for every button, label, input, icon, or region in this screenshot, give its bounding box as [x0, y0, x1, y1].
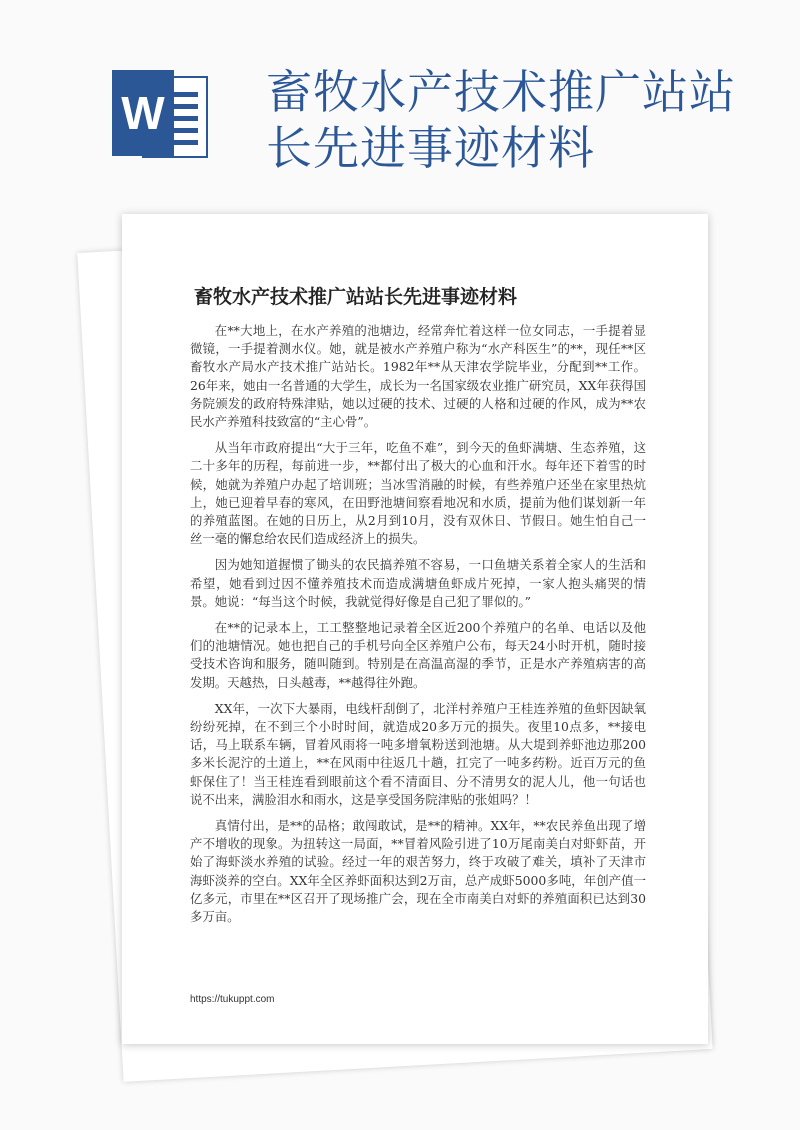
- document-body: [190, 322, 646, 934]
- paragraph-2: 从当年市政府提出“大于三年，吃鱼不难”，到今天的鱼虾满塘、生态养殖，这二十多年的历程，每前进一步，**都付出了极大的心血和汗水。每年还下着雪的时候，她就为养殖户办起了培训班；当冰雪消融的时候，有些养殖户还坐在家里热炕上，她已迎着早春的寒风，在田野池塘间察看地况和水质，提前为他们谋划新一年的养殖蓝图。在她的日历上，从2月到10月，没有双休日、节假日。她生怕自己一丝一毫的懈怠给农民们造成经济上的损失。: [190, 440, 646, 547]
- word-document-icon: [112, 66, 216, 162]
- header: [0, 0, 800, 200]
- footer-url[interactable]: https://tukuppt.com: [190, 994, 275, 1005]
- document-title: 畜牧水产技术推广站站长先进事迹材料: [194, 286, 518, 308]
- paragraph-6: 真情付出，是**的品格；敢闯敢试，是**的精神。XX年，**农民养鱼出现了增产不增收的现象。为扭转这一局面，**冒着风险引进了10万尾南美白对虾虾苗，开始了海虾淡水养殖的试验。经过一年的艰苦努力，终于攻破了难关，填补了天津市海虾淡养的空白。XX年全区养虾面积达到2万亩，总产成虾5000多吨，年创产值一亿多元，市里在**区召开了现场推广会，现在全市南美白对虾的养殖面积已达到30多万亩。: [190, 818, 646, 925]
- document-page: [122, 214, 708, 1044]
- paragraph-3: 因为她知道握惯了锄头的农民搞养殖不容易，一口鱼塘关系着全家人的生活和希望，她看到过因不懂养殖技术而造成满塘鱼虾成片死掉，一家人抱头痛哭的情景。她说：“每当这个时候，我就觉得好像是自己犯了罪似的。”: [190, 557, 646, 609]
- word-letter-badge: W: [112, 70, 174, 156]
- paragraph-1: 在**大地上，在水产养殖的池塘边，经常奔忙着这样一位女同志，一手提着显微镜，一手提着测水仪。她，就是被水产养殖户称为“水产科医生”的**，现任**区畜牧水产局水产技术推广站站长。1982年**从天津农学院毕业，分配到**工作。26年来，她由一名普通的大学生，成长为一名国家级农业推广研究员，XX年获得国务院颁发的政府特殊津贴，她以过硬的技术、过硬的人格和过硬的作风，成为**农民水产养殖科技致富的“主心骨”。: [190, 323, 646, 430]
- paragraph-5: XX年，一次下大暴雨，电线杆刮倒了，北洋村养殖户王桂连养殖的鱼虾因缺氧纷纷死掉，在不到三个小时时间，就造成20多万元的损失。夜里10点多，**接电话，马上联系车辆，冒着风雨将一吨多增氧粉送到池塘。从大堤到养虾池边那200多米长泥泞的土道上，**在风雨中往返几十趟，扛完了一吨多药粉。近百万元的鱼虾保住了！当王桂连看到眼前这个看不清面目、分不清男女的泥人儿，他一句话也说不出来，满脸泪水和雨水，这是享受国务院津贴的张姐吗？！: [190, 700, 646, 807]
- page-title: 畜牧水产技术推广站站长先进事迹材料: [266, 65, 736, 175]
- paragraph-4: 在**的记录本上，工工整整地记录着全区近200个养殖户的名单、电话以及他们的池塘情况。她也把自己的手机号向全区养殖户公布，每天24小时开机，随时接受技术咨询和服务，随叫随到。特别是在高温高湿的季节，正是水产养殖病害的高发期。天越热，日头越毒，**越得往外跑。: [190, 620, 646, 690]
